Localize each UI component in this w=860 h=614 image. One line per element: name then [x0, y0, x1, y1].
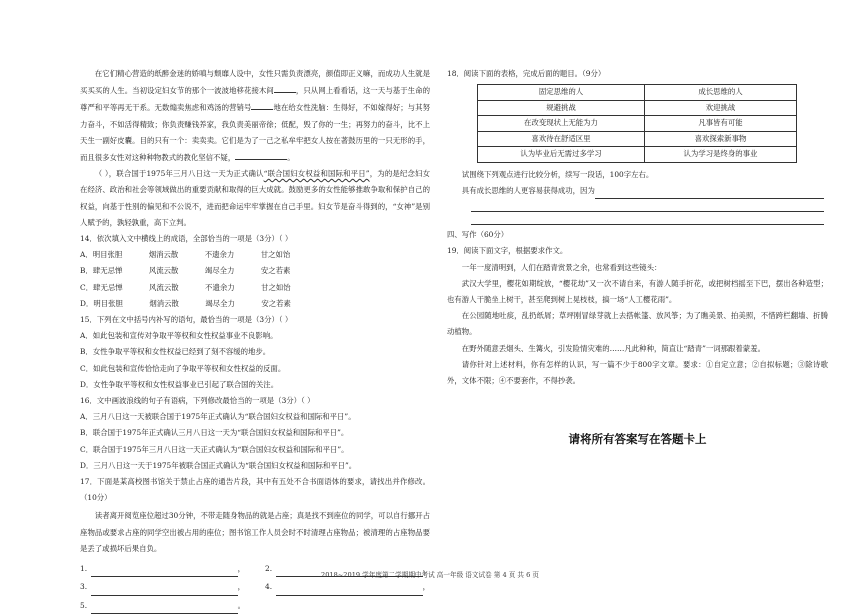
option-row: D．三月八日这一天于1975年被联合国正式确认为“联合国妇女权益和国际和平日”。 [80, 460, 357, 470]
option-word: 竭尽全力 [204, 266, 235, 276]
answer-sheet-notice: 请将所有答案写在答题卡上 [568, 432, 707, 446]
option-row: D．女性争取平等权和女性权益事业已引起了联合国的关注。 [80, 379, 279, 389]
table-row [478, 147, 797, 163]
option-row: A．三月八日这一天被联合国于1975年正式确认为“联合国妇女权益和国际和平日”。 [80, 412, 356, 422]
answer-4: 4. ， [265, 579, 430, 595]
option-row: C．如此包装和宣传恰恰走向了争取平等权和女性权益的反面。 [80, 363, 286, 373]
answer-number: 5. [80, 600, 88, 610]
table-cell: 凡事皆有可能 [644, 116, 796, 132]
passage-text: ，只从网上看看话，这一天与基于生命的尊严和平等再无干系。无数煽卖焦虑和鸡汤的营销号 [80, 86, 430, 113]
option-word: 甘之如饴 [261, 282, 291, 292]
table-cell: 规避挑战 [478, 100, 645, 116]
answer-line [471, 199, 824, 212]
option-word: 肆无忌惮 [93, 282, 123, 292]
question-15-options [80, 328, 430, 393]
table-header: 成长思维的人 [644, 85, 796, 101]
answer-number: 4. [265, 582, 273, 592]
question-18-prompt-row [447, 183, 828, 199]
essay-paragraph: 请你针对上述材料，你有怎样的认识，写一篇不少于800字文章。要求：①自定立意；②自拟标题；③除诗歌外，文体不限；④不要套作，不得抄袭。 [447, 359, 828, 385]
option-row: B．女性争取平等权和女性权益已经到了刻不容缓的地步。 [80, 347, 271, 357]
table-cell: 喜欢探索新事物 [644, 131, 796, 147]
option-row [80, 263, 430, 279]
option-word: 肆无忌惮 [92, 266, 123, 276]
answer-line [471, 212, 824, 225]
answer-number: 2. [265, 564, 273, 574]
writing-section-heading: 四、写作（60分） [447, 230, 509, 240]
option-row: B．联合国于1975年正式确认三月八日这一天为“联合国妇女权益和国际和平日”。 [80, 428, 349, 438]
table-row [478, 131, 797, 147]
fill-blank [251, 99, 273, 110]
option-row [80, 280, 430, 296]
passage-paragraph-1: 在它们精心营造的纸醉金迷的娇嗔与颓靡人设中，女性只需负责漂亮，颜值即正义嘛，而成功人生就是买买买的人生。当初设定妇女节的那个一波波地移花接木间 ，只从网上看看话，这一天与基于生命的尊严和平等再无干系。无数煽卖焦虑和鸡汤的营销号 地在给女性洗脑：生得好，不如嫁得好；与其努力奋斗，不如活得精致；你负责赚钱养家，我负责美丽帝徐；低配，毁了你的一生；再努力的奋斗，比不上天生一副好皮囊。目的只有一个：卖卖卖。它们是为了一己之私牟牢把女人按在著鼓历里的一只无形的手，而且很多女性对这种种物教式的教化坚信不疑， 。 [80, 69, 430, 163]
passage-paragraph-2 [80, 166, 430, 231]
table-header: 固定思维的人 [478, 85, 645, 101]
answer-number: 1. [80, 564, 88, 574]
answer-line [91, 602, 238, 614]
fill-blank [235, 149, 287, 160]
fill-blank [274, 82, 296, 93]
wavy-underlined-sentence: “联合国妇女权益和国际和平日” [263, 169, 370, 179]
table-cell: 在改变现状上无能为力 [478, 116, 645, 132]
left-column [80, 66, 430, 614]
answer-row [80, 598, 430, 614]
answer-line [276, 584, 423, 596]
passage-text: ，为的是纪念妇女在经济、政治和社会等领域做出的重要贡献和取得的巨大成就。鼓励更多的女性能够推敢争取和保护自己的权益，向基于性别的偏见和不公说不，进而把命运牢牢掌握在自己手里。妇女节是奋斗得到的，“女神”是别人赋予的，孰轻孰重，高下立判。 [80, 169, 430, 227]
passage-text: 地在给女性洗脑：生得好，不如嫁得好；与其努力奋斗，不如活得精致；你负责赚钱养家，我负责美丽帝徐；低配，毁了你的一生；再努力的奋斗，比不上天生一副好皮囊。目的只有一个：卖卖卖。它们是为了一己之私牟牢把女人按在著鼓历里的一只无形的手，而且很多女性对这种种物教式的教化坚信不疑， [80, 103, 430, 163]
option-row [80, 296, 430, 312]
option-letter: A． [80, 250, 93, 260]
answer-3: 3. ， [80, 579, 245, 595]
answer-2: 2. ， [265, 561, 430, 577]
question-18-instruction: 试围绕下列观点进行比较分析，续写一段话，100字左右。 [461, 169, 654, 179]
option-word: 明目张胆 [92, 250, 123, 260]
option-word: 明目张胆 [93, 298, 123, 308]
table-cell: 认为学习是终身的事业 [644, 147, 796, 163]
option-word: 风流云散 [149, 282, 179, 292]
passage-text: 在它们精心营造的纸醉金迷的娇嗔与颓靡人设中，女性只需负责漂亮，颜值即正义嘛，而成功人生就是买买买的人生。当初设定妇女节的那个一波波地移花接木间 [80, 69, 430, 96]
answer-line [91, 584, 238, 596]
option-word: 烟消云散 [149, 298, 179, 308]
option-word: 安之若素 [261, 298, 291, 308]
question-15: 15．下列在文中括号内补写的语句，最恰当的一项是（3分）（ ） [80, 315, 293, 325]
essay-paragraph: 在公园随地吐痰，乱扔纸屑；草坪刚冒绿芽就上去搭帐篷、放风筝；为了瞧美景、拍美照，不惜跨栏翻墙、折腾动植物。 [447, 311, 828, 337]
option-letter: D． [80, 298, 94, 308]
passage-text: （ ），联合国于1975年三月八日这一天为正式确认 [94, 169, 264, 179]
question-14: 14．依次填入文中横线上的成语，全部恰当的一项是（3分）（ ） [80, 234, 293, 244]
essay-paragraph: 一年一度清明到，人们在踏青赏景之余，也常看到这些镜头： [461, 262, 662, 272]
table-row [478, 116, 797, 132]
essay-paragraph: 武汉大学里，樱花如期绽放，“樱花劫”又一次不请自来，有游人随手折花，或把树档摇至下巴，摆出各种造型；也有游人干脆坐上树干，甚至爬到树上晃枝枝，搞一场“人工樱花雨”。 [447, 278, 828, 304]
table-cell: 欢迎挑战 [644, 100, 796, 116]
question-18-prompt: 具有成长思维的人更容易获得成功，因为 [461, 185, 595, 195]
answer-1: 1. ， [80, 561, 245, 577]
question-19: 19．阅读下面文字，根据要求作文。 [447, 246, 568, 256]
option-row [80, 247, 430, 263]
question-16: 16．文中画波浪线的句子有语病，下列修改最恰当的一项是（3分）（ ） [80, 396, 315, 406]
question-14-options [80, 247, 430, 312]
table-cell: 喜欢待在舒适区里 [478, 131, 645, 147]
table-header-row [478, 85, 797, 101]
mindset-table [477, 84, 797, 163]
option-word: 安之若素 [260, 266, 291, 276]
option-row: A．如此包装和宣传对争取平等权和女性权益事业不良影响。 [80, 331, 278, 341]
option-word: 竭尽全力 [205, 298, 235, 308]
option-word: 甘之如饴 [260, 250, 291, 260]
question-17: 17．下面是某高校图书馆关于禁止占座的通告片段，其中有五处不合书面语体的要求，请找出并作修改。（10分） [80, 477, 430, 503]
answer-number: 3. [80, 582, 88, 592]
option-word: 风流云散 [148, 266, 179, 276]
option-row: C．联合国于1975年三月八日这一天正式确认为“联合国妇女权益和国际和平日”。 [80, 444, 349, 454]
table-cell: 认为毕业后无需过多学习 [478, 147, 645, 163]
option-word: 不遗余力 [205, 282, 235, 292]
table-row [478, 100, 797, 116]
library-notice: 读者离开阅览座位超过30分钟，不带走随身物品的就是占座；真是找不到座位的同学，可以自行挪开占座物品或要求占座的同学空出被占用的座位；图书馆工作人员会时不时清理占座物品；被清理的占座物品要是丢了或损坏后果自负。 [80, 511, 430, 553]
answer-5: 5. 。 [80, 598, 245, 614]
option-word: 烟消云散 [148, 250, 179, 260]
answer-line [595, 187, 824, 199]
option-letter: B． [80, 266, 93, 276]
option-word: 不遗余力 [204, 250, 235, 260]
question-16-options [80, 409, 430, 474]
question-18: 18．阅读下面的表格，完成后面的题目。（9分） [447, 69, 606, 78]
right-column [447, 66, 828, 389]
option-letter: C． [80, 282, 94, 292]
essay-paragraph: 在野外随意丢烟头、生篝火，引发险情灾难的……凡此种种，简直让“踏青”一词那跟着蒙羞。 [461, 343, 765, 353]
page-footer: 2018~2019 学年度第二学期期中考试 高一年级 语文试卷 第 4 页 共 6 页 [321, 571, 539, 579]
